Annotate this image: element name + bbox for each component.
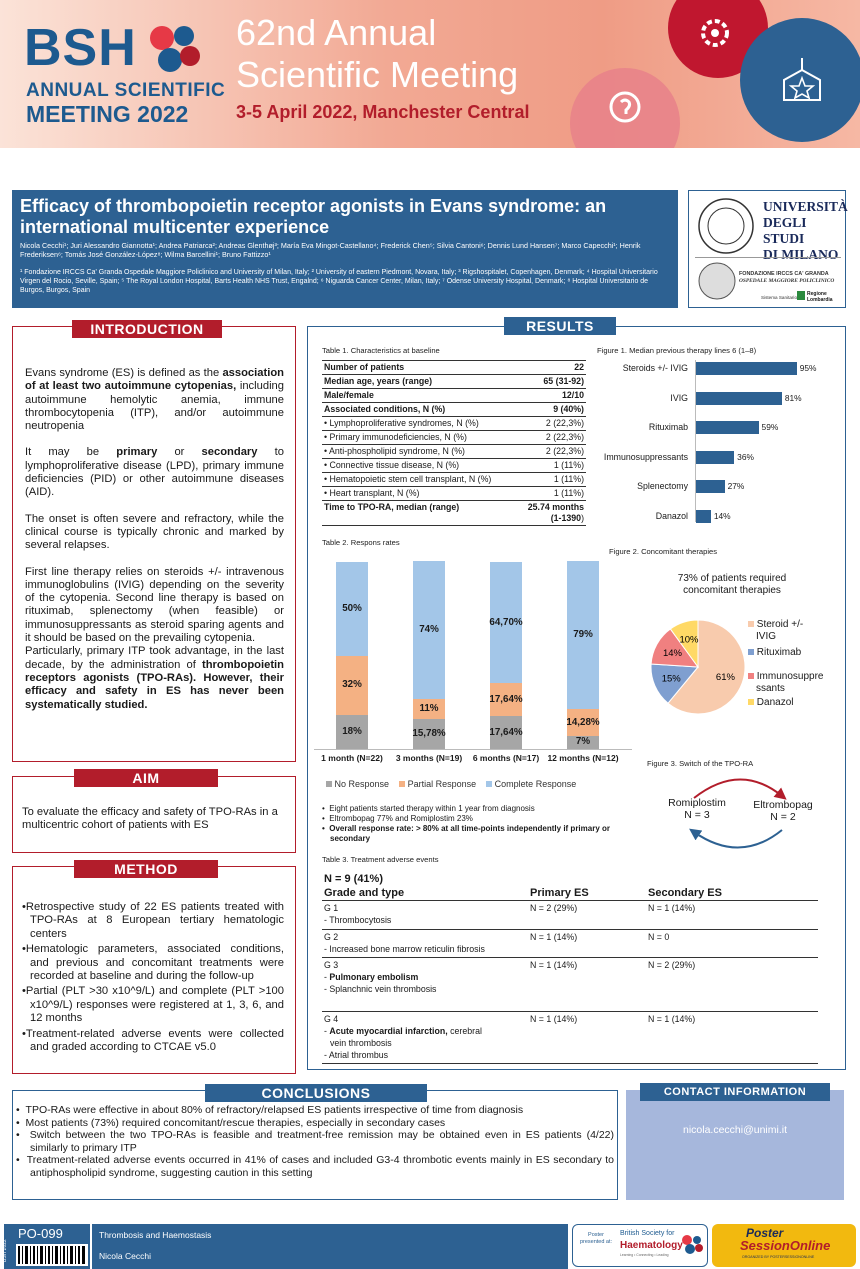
intro-p2e: to lymphoproliferative disease (LPD), primary immune deficiencies (PID) or other autoimmune diseases (AID).	[25, 446, 284, 499]
legend-no: No Response	[334, 779, 390, 789]
table3-h3: Secondary ES	[648, 887, 722, 899]
table1-key: • Connective tissue disease, N (%)	[322, 459, 517, 473]
table1-value: 2 (22,3%)	[517, 431, 586, 445]
table1-key: • Heart transplant, N (%)	[322, 487, 517, 501]
stack-category-label: 12 months (N=12)	[547, 753, 619, 763]
table1	[322, 360, 586, 526]
fig2-pie	[650, 619, 746, 715]
pie-legend-label: Rituximab	[756, 647, 802, 658]
introduction-title: INTRODUCTION	[72, 320, 222, 338]
pie-legend-label: Steroid +/-	[756, 619, 804, 630]
table1-row	[322, 431, 586, 445]
conclusion-item	[16, 1117, 614, 1130]
table3-cell: N = 2 (29%)	[530, 903, 578, 913]
presented-at: Poster presented at:	[579, 1232, 613, 1245]
table1-row	[322, 403, 586, 417]
switch-a-n: N = 3	[684, 809, 710, 821]
grade: G 2	[324, 932, 339, 942]
fig2-caption: Figure 2. Concomitant therapies	[609, 547, 718, 556]
meeting-date: 3-5 April 2022, Manchester Central	[236, 102, 530, 122]
stack-value-label: 64,70%	[489, 616, 523, 628]
pie-legend-item	[748, 697, 848, 709]
table3-cell	[322, 1012, 528, 1064]
regione-logo-icon	[797, 291, 805, 300]
results-bullet: • Overall response rate: > 80% at all time-points independently if primary or secondary	[322, 824, 610, 843]
results-bullet-text: Overall response rate: > 80% at all time-points independently if primary or secondary	[329, 824, 610, 843]
conclusion-text: Treatment-related adverse events occurred in 41% of cases and included G3-4 thrombotic events mainly in ES secondary to antiphospholipid syndrome, suggesting caution in this setting	[26, 1154, 614, 1179]
introduction-text	[25, 367, 284, 725]
table1-key: Median age, years (range)	[322, 375, 517, 389]
table3-h2: Primary ES	[530, 887, 589, 899]
grade: G 1	[324, 903, 339, 913]
table1-key: • Anti-phospholipid syndrome, N (%)	[322, 445, 517, 459]
results-bullet: • Eltrombopag 77% and Romiplostim 23%	[322, 814, 473, 823]
legend-swatch	[748, 673, 754, 679]
bsh-small-logo-icon	[680, 1232, 704, 1256]
poster-title: Efficacy of thrombopoietin receptor agonists in Evans syndrome: an international multicenter experience	[20, 196, 607, 237]
conclusions-title: CONCLUSIONS	[205, 1084, 427, 1102]
fig1-axis	[695, 360, 696, 522]
event: - Acute myocardial infarction, cerebral	[324, 1026, 482, 1036]
meeting-line2: Scientific Meeting	[236, 54, 519, 95]
legend-swatch	[486, 781, 492, 787]
fig3-caption: Figure 3. Switch of the TPO-RA	[647, 759, 754, 768]
table1-value-part: )	[581, 513, 584, 523]
policlinico-line1: FONDAZIONE IRCCS CA' GRANDA	[739, 271, 829, 277]
event-bold: Pulmonary embolism	[329, 972, 419, 982]
medal-glyph-icon	[780, 56, 824, 104]
method-item: • Retrospective study of 22 ES patients treated with TPO-RAs at 8 European tertiary hematologic centers	[22, 901, 284, 941]
fig1-value-label: 14%	[713, 510, 731, 521]
stack-value-label: 11%	[419, 703, 439, 715]
table1-value: 2 (22,3%)	[517, 445, 586, 459]
stack-category-label: 1 month (N=22)	[321, 753, 383, 763]
bsh-haematology: Haematology	[620, 1240, 683, 1251]
fig1-bar	[696, 510, 711, 523]
pie-legend-label: Immunosuppre	[756, 671, 824, 682]
table1-row	[322, 473, 586, 487]
fig1-bar	[696, 421, 759, 434]
policlinico-name	[739, 271, 834, 285]
pie-legend-item: IVIG	[756, 631, 777, 642]
method-item: • Hematologic parameters, associated conditions, and previous and concomitant treatments were recorded at baseline and during the follow-up	[22, 943, 284, 983]
intro-p5b: thrombopoietin receptors agonists (TPO-RAs). However, their efficacy and safety in ES has never been systematically studied.	[25, 658, 284, 711]
method-item: • Treatment-related adverse events were collected and graded according to CTCAE v5.0	[22, 1028, 284, 1055]
contact-email[interactable]: nicola.cecchi@unimi.it	[682, 1124, 788, 1136]
legend-partial: Partial Response	[407, 779, 477, 789]
table1-row	[322, 501, 586, 526]
fig1-category-label: Immunosuppressants	[603, 451, 688, 462]
table3-caption: Table 3. Treatment adverse events	[322, 855, 439, 864]
table3-cell: N = 1 (14%)	[530, 932, 578, 942]
table3-cell: N = 1 (14%)	[648, 1014, 696, 1024]
ear-glyph-icon	[604, 86, 646, 128]
fig1-bar	[696, 392, 782, 405]
divider	[695, 257, 841, 258]
fig1-value-label: 95%	[799, 363, 817, 373]
stack-category-label: 3 months (N=19)	[395, 753, 463, 763]
table1-row	[322, 375, 586, 389]
method-title: METHOD	[74, 860, 218, 878]
event: - Splanchnic vein thrombosis	[324, 984, 437, 994]
unimi-line3: DI MILANO	[763, 247, 839, 262]
bsh-name: British Society for	[620, 1230, 675, 1237]
table3-cell: N = 1 (14%)	[648, 903, 696, 913]
table1-value-line: 25.74 months	[527, 502, 584, 512]
pie-legend-label: Danazol	[756, 697, 794, 708]
table3-row	[322, 1012, 818, 1064]
table1-key: Male/female	[322, 389, 517, 403]
intro-p2d: secondary	[201, 446, 258, 459]
footer-topic: Thrombosis and Haemostasis	[99, 1230, 212, 1240]
event: - Atrial thrombus	[324, 1050, 389, 1060]
table1-value: 1 (11%)	[517, 473, 586, 487]
fig1-value-label: 27%	[727, 481, 745, 491]
university-logos	[688, 190, 846, 308]
stack-value-label: 50%	[342, 602, 362, 614]
table3-cell: N = 1 (14%)	[530, 1014, 578, 1024]
unimi-seal-icon	[697, 197, 755, 255]
event: - Thrombocytosis	[324, 915, 392, 925]
table1-value-line	[519, 513, 584, 524]
event: vein thrombosis	[330, 1038, 392, 1048]
stack-value-label: 17,64%	[489, 726, 523, 738]
logo-sub1: ANNUAL SCIENTIFIC	[26, 80, 226, 101]
table1-value: 12/10	[517, 389, 586, 403]
fig1-category-label: IVIG	[670, 392, 688, 403]
intro-p1c: including autoimmune hemolytic anemia, immune thrombocytopenia (ITP), and/or autoimmune neutropenia	[25, 380, 284, 433]
conclusion-text: Most patients (73%) required concomitant/rescue therapies, especially in secondary cases	[25, 1116, 446, 1129]
table3-row	[322, 901, 818, 930]
table1-value: 2 (22,3%)	[517, 417, 586, 431]
table3-cell	[322, 958, 528, 1012]
switch-b-n: N = 2	[770, 811, 796, 823]
table1-row	[322, 361, 586, 375]
pie-legend-item: ssants	[756, 683, 785, 694]
switch-b-name: Eltrombopag	[753, 799, 813, 811]
legend-swatch	[748, 649, 754, 655]
table3-cell: N = 0	[648, 932, 670, 942]
barcode-icon	[16, 1244, 88, 1266]
pso-tagline: ORGANIZED BY POSTERSESSIONONLINE	[742, 1255, 815, 1259]
pie-legend	[748, 619, 848, 709]
switch-eltrombopag	[750, 799, 816, 823]
fig1-value-label: 81%	[784, 392, 802, 403]
stack-value-label: 18%	[342, 726, 362, 738]
pie-value-label: 61%	[715, 671, 735, 683]
method-item: • Partial (PLT >30 x10^9/L) and complete (PLT >100 x10^9/L) responses were registered at 1, 3, 6, and 12 months	[22, 985, 284, 1025]
fig1-value-label: 36%	[737, 451, 754, 462]
method-list	[22, 901, 284, 1056]
stack-value-label: 15,78%	[412, 728, 446, 740]
table1-key: Associated conditions, N (%)	[322, 403, 517, 417]
intro-para-2	[25, 446, 284, 499]
stack-legend	[326, 779, 576, 789]
sistema-sanitario: Sistema Sanitario	[761, 295, 798, 300]
event: - Increased bone marrow reticulin fibrosis	[324, 944, 485, 954]
fig1-bar	[696, 451, 734, 464]
pie-legend-item	[748, 671, 848, 683]
aim-title: AIM	[74, 769, 218, 787]
gear-glyph-icon	[690, 8, 740, 58]
unimi-line1: UNIVERSITÀ	[763, 199, 848, 214]
unimi-name	[763, 199, 848, 263]
poster-code: PO-099	[18, 1226, 63, 1241]
fig1-category-label: Steroids +/- IVIG	[622, 363, 688, 373]
fig-response-chart	[314, 552, 634, 802]
fig1-caption: Figure 1. Median previous therapy lines 6 (1–8)	[597, 346, 757, 355]
bsh-logo-word: BSH	[24, 19, 137, 77]
bsh-logo-icon	[146, 20, 204, 78]
fig1-category-label: Splenectomy	[637, 481, 688, 491]
table1-row	[322, 389, 586, 403]
pie-legend-item	[748, 647, 848, 659]
footer-side: BSH 2022	[2, 1239, 8, 1262]
table1-value: 1 (11%)	[517, 487, 586, 501]
table1-value: 9 (40%)	[517, 403, 586, 417]
poster-title-block	[12, 190, 678, 308]
table1-key: Time to TPO-RA, median (range)	[322, 501, 517, 526]
conclusion-item	[16, 1129, 614, 1154]
event: - Pulmonary embolism	[324, 972, 419, 982]
table1-row	[322, 445, 586, 459]
affiliations: ¹ Fondazione IRCCS Ca' Granda Ospedale Maggiore Policlinico and University of Milan, Italy; ² University of eastern Piedmont, Novara, Italy; ³ Rigshospitalet, Copenhagen, Denmark; ⁴ Hospital Universitario Virgen del Rocio, Seville, Spain; ⁵ The Royal London Hospital, Barts Health NHS Trust, Engalnd; ⁶ Niguarda Cancer Center, Milan, Italy; ⁷ Odense University Hospital, Denmark; ⁸ Hospital Universitario de Burgos, Burgos, Spain	[20, 269, 658, 294]
table1-key: • Lymphoproliferative syndromes, N (%)	[322, 417, 517, 431]
table1-key: • Hematopoietic stem cell transplant, N (%)	[322, 473, 517, 487]
pie-value-label: 15%	[661, 673, 681, 685]
results-bullets	[322, 804, 642, 844]
stack-value-label: 17,64%	[489, 693, 523, 705]
conclusion-item	[16, 1104, 614, 1117]
intro-p2c: or	[157, 446, 202, 459]
table1-caption: Table 1. Characteristics at baseline	[322, 346, 440, 355]
table1-value: 1 (11%)	[517, 459, 586, 473]
table3-row	[322, 930, 818, 958]
stack-value-label: 7%	[575, 736, 591, 748]
contact-title: CONTACT INFORMATION	[640, 1083, 830, 1101]
legend-swatch	[748, 621, 754, 627]
results-bullet: • Eight patients started therapy within 1 year from diagnosis	[322, 804, 535, 813]
regione: Regione Lombardia	[807, 291, 833, 303]
authors: Nicola Cecchi¹; Juri Alessandro Giannotta¹; Andrea Patriarca²; Andreas Glenthøj³; María Eva Mingot-Castellano⁴; Frederick Chen⁵; Silvia Cantoni⁶; Dennis Lund Hansen⁷; Marco Capecchi¹; Henrik Frederiksen⁶; Tomás José González-López⁸; Wilma Barcellini¹; Bruno Fattizzo¹	[20, 241, 641, 259]
logo-sub2: MEETING 2022	[26, 101, 189, 127]
contact-box	[626, 1090, 844, 1200]
aim-text: To evaluate the efficacy and safety of TPO-RAs in a multicentric cohort of patients with ES	[22, 806, 278, 832]
stack-value-label: 32%	[342, 679, 362, 691]
table3-n: N = 9 (41%)	[324, 873, 383, 885]
intro-p5a: Particularly, primary ITP took advantage, in the last decade, by the administration of	[25, 645, 284, 671]
table1-value-part: (1-1390	[550, 513, 582, 523]
fig1-category-label: Rituximab	[648, 422, 688, 432]
conclusions-list	[16, 1104, 614, 1179]
table1-row	[322, 417, 586, 431]
legend-complete: Complete Response	[494, 779, 577, 789]
unimi-line2: DEGLI STUDI	[763, 215, 807, 246]
results-bullet-text: Eight patients started therapy within 1 year from diagnosis	[329, 804, 535, 813]
event-bold: Acute myocardial infarction,	[329, 1026, 448, 1036]
stack-category-label: 6 months (N=17)	[472, 753, 540, 763]
intro-para-1	[25, 367, 284, 433]
table1-row	[322, 487, 586, 501]
table3-cell: N = 2 (29%)	[648, 960, 696, 970]
conclusion-text: TPO-RAs were effective in about 80% of refractory/relapsed ES patients irrespective of time from diagnosis	[25, 1104, 524, 1116]
fig1-bar	[696, 362, 797, 375]
table3-header	[322, 886, 818, 901]
table3-cell: N = 1 (14%)	[530, 960, 578, 970]
grade: G 3	[324, 960, 339, 970]
header-banner	[0, 0, 860, 148]
pie-value-label: 14%	[662, 647, 682, 659]
stack-value-label: 74%	[419, 623, 439, 635]
intro-para-5	[25, 645, 284, 711]
policlinico-seal-icon	[697, 261, 737, 301]
pie-value-label: 10%	[679, 634, 699, 646]
fig2-title: 73% of patients required concomitant therapies	[677, 573, 787, 596]
stack-value-label: 79%	[573, 629, 593, 641]
policlinico-line2: OSPEDALE MAGGIORE POLICLINICO	[739, 278, 835, 284]
table3-cell	[322, 901, 528, 930]
pso-session: SessionOnline	[740, 1238, 831, 1253]
legend-swatch	[399, 781, 405, 787]
stack-value-label: 14,28%	[566, 716, 600, 728]
table1-key: Number of patients	[322, 361, 517, 375]
fig1-chart	[596, 360, 844, 522]
intro-p2a: It may be	[25, 446, 117, 459]
conclusion-text: Switch between the two TPO-RAs is feasible and treatment-free remission may be obtained even in ES patients (4/22) similarly to primary ITP	[29, 1129, 615, 1154]
table1-key: • Primary immunodeficiencies, N (%)	[322, 431, 517, 445]
intro-p2b: primary	[116, 446, 158, 459]
meeting-line1: 62nd Annual	[236, 12, 437, 53]
table1-value: 22	[517, 361, 586, 375]
intro-p1b: association of at least two autoimmune cytopenias,	[25, 367, 284, 393]
intro-para-4: First line therapy relies on steroids +/- intravenous immunoglobulins (IVIG) depending on the severity of the cytopenia. Second line therapy is based on rituximab, splenectomy (when feasible) or immunosuppressants as steroid sparing agents and it should be based on the prevailing cytopenia.	[25, 565, 284, 645]
intro-p1a: Evans syndrome (ES) is defined as the	[25, 367, 223, 379]
table1-value	[517, 501, 586, 526]
footer-author: Nicola Cecchi	[99, 1251, 151, 1261]
table1-row	[322, 459, 586, 473]
table3	[322, 886, 818, 1064]
table2-caption: Table 2. Respons rates	[322, 538, 400, 547]
conclusion-item	[16, 1154, 614, 1179]
switch-a-name: Romiplostim	[668, 797, 726, 809]
results-title: RESULTS	[504, 317, 616, 335]
pie-legend-item	[748, 619, 848, 631]
switch-romiplostim	[664, 797, 730, 821]
table3-h1: Grade and type	[324, 887, 405, 899]
fig1-category-label: Danazol	[655, 510, 688, 521]
fig1-value-label: 59%	[761, 422, 779, 432]
legend-swatch	[326, 781, 332, 787]
fig1-bar	[696, 480, 725, 493]
stack-axis	[314, 749, 632, 750]
results-bullet-text: Eltrombopag 77% and Romiplostim 23%	[329, 814, 473, 823]
pso-poster: Poster	[746, 1226, 784, 1240]
table3-cell	[322, 930, 528, 958]
meeting-title	[236, 12, 518, 96]
legend-swatch	[748, 699, 754, 705]
grade: G 4	[324, 1014, 339, 1024]
event-rest: cerebral	[447, 1026, 482, 1036]
intro-para-3: The onset is often severe and refractory, while the clinical course is typically chronic and marked by several relapses.	[25, 512, 284, 552]
table3-row	[322, 958, 818, 1012]
bsh-tagline: Learning • Connecting • Leading	[620, 1253, 669, 1257]
table1-value: 65 (31-92)	[517, 375, 586, 389]
